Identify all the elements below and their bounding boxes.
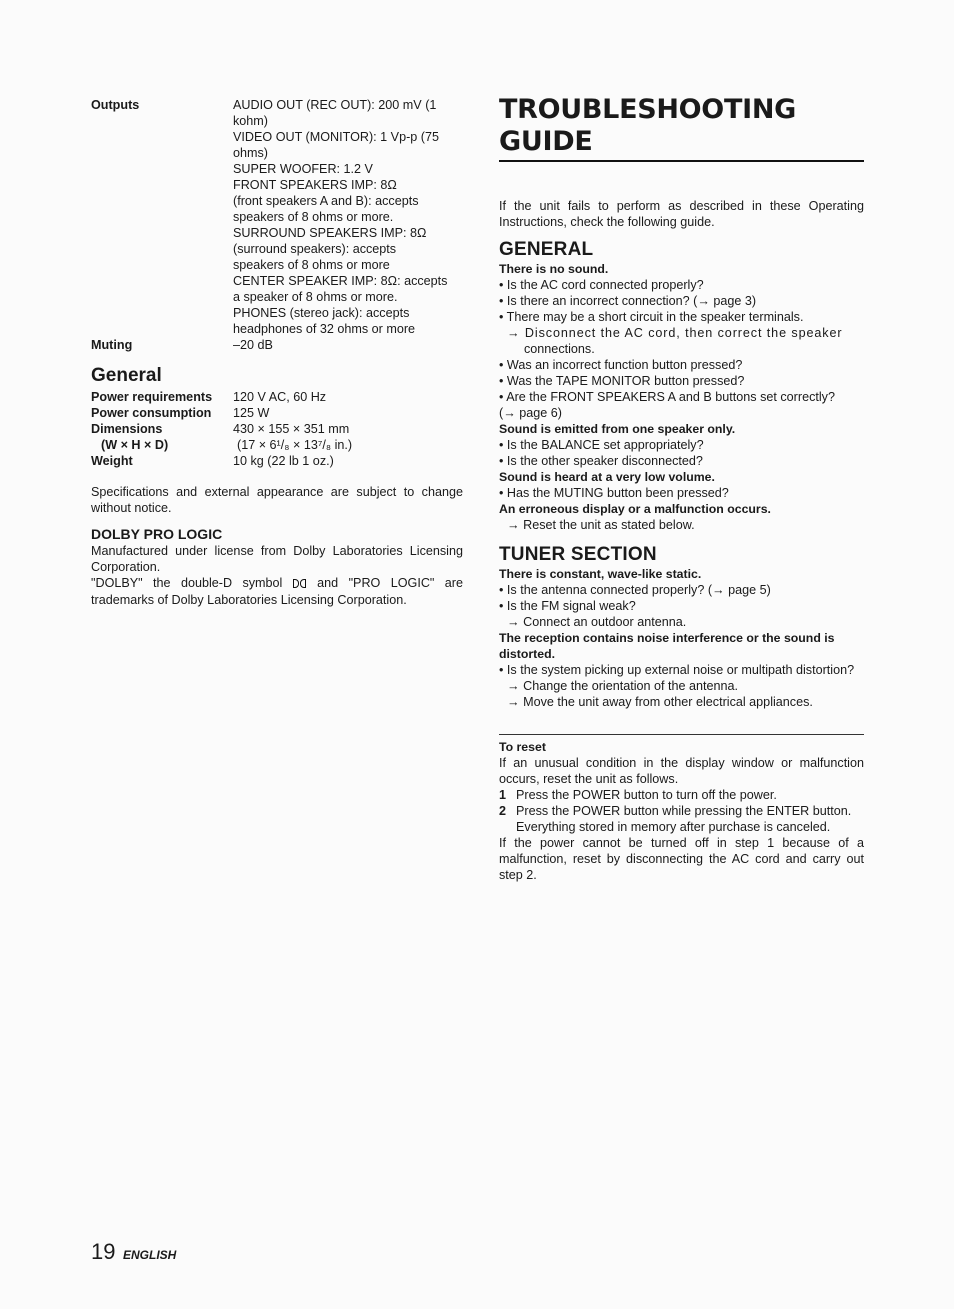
- outputs-line: speakers of 8 ohms or more.: [233, 210, 394, 224]
- check-item: • Is the system picking up external noise or multipath distortion?: [499, 663, 855, 677]
- outputs-line: ohms): [233, 146, 268, 160]
- spec-notice: Specifications and external appearance are subject to change without notice.: [91, 485, 463, 515]
- spec-power-consumption: [91, 405, 463, 421]
- outputs-line: (surround speakers): accepts: [233, 242, 397, 256]
- spec-label-outputs: Outputs: [91, 98, 140, 112]
- problem-no-sound: There is no sound.: [499, 262, 609, 276]
- check-item: [499, 389, 864, 421]
- outputs-line: AUDIO OUT (REC OUT): 200 mV (1: [233, 98, 437, 112]
- spec-outputs: [91, 97, 463, 337]
- problem-one-speaker: Sound is emitted from one speaker only.: [499, 422, 736, 436]
- page-footer: [91, 1238, 176, 1266]
- reset-outro: If the power cannot be turned off in step 1 because of a malfunction, reset by disconnecting the AC cord and carry out step 2.: [499, 836, 864, 882]
- spec-dimensions-imperial: [91, 437, 463, 453]
- page-number: 19: [91, 1239, 116, 1264]
- spec-label-dimensions-order: (W × H × D): [101, 438, 169, 452]
- remedy-item: → Move the unit away from other electrical appliances.: [507, 695, 813, 709]
- remedy-item: → Reset the unit as stated below.: [507, 518, 695, 532]
- check-item-text-cont: (→ page 6): [499, 406, 562, 420]
- remedy-item: → Change the orientation of the antenna.: [507, 679, 739, 693]
- remedy-text: → Disconnect the AC cord, then correct the speaker: [507, 326, 843, 340]
- spec-power-requirements: [91, 389, 463, 405]
- check-item: • There may be a short circuit in the speaker terminals.: [499, 310, 804, 324]
- spec-label-power-requirements: Power requirements: [91, 390, 213, 404]
- remedy-item: [499, 325, 864, 357]
- dolby-trademark-text-start: "DOLBY" the double-D symbol: [91, 576, 283, 590]
- spec-value-dimensions-imperial: (17 × 6¹/₈ × 13⁷/₈ in.): [237, 438, 353, 452]
- outputs-line: speakers of 8 ohms or more: [233, 258, 390, 272]
- step-text: Press the POWER button while pressing the ENTER button. Everything stored in memory after purchase is canceled.: [516, 804, 852, 834]
- step-number: 2: [499, 804, 507, 818]
- problem-erroneous-display: An erroneous display or a malfunction occurs.: [499, 502, 771, 516]
- check-item-text: • Are the FRONT SPEAKERS A and B buttons set correctly?: [499, 390, 835, 404]
- page-language: ENGLISH: [122, 1248, 177, 1262]
- step-text: Press the POWER button to turn off the power.: [516, 788, 777, 802]
- problem-static: There is constant, wave-like static.: [499, 567, 702, 581]
- check-item: • Is the AC cord connected properly?: [499, 278, 704, 292]
- outputs-line: VIDEO OUT (MONITOR): 1 Vp-p (75: [233, 130, 439, 144]
- general-spec-heading: General: [91, 365, 162, 386]
- reset-step-1: [499, 787, 864, 803]
- remedy-text-cont: connections.: [524, 342, 595, 356]
- outputs-line: a speaker of 8 ohms or more.: [233, 290, 398, 304]
- outputs-line: headphones of 32 ohms or more: [233, 322, 416, 336]
- double-d-icon: [293, 576, 307, 592]
- reset-step-2: [499, 803, 864, 835]
- check-item: • Is the other speaker disconnected?: [499, 454, 703, 468]
- spec-value-power-requirements: 120 V AC, 60 Hz: [233, 390, 327, 404]
- check-item: • Is the FM signal weak?: [499, 599, 636, 613]
- remedy-item: → Connect an outdoor antenna.: [507, 615, 687, 629]
- dolby-license-text: Manufactured under license from Dolby Laboratories Licensing Corporation.: [91, 544, 463, 574]
- check-item: • Was an incorrect function button pressed?: [499, 358, 743, 372]
- spec-value-weight: 10 kg (22 lb 1 oz.): [233, 454, 334, 468]
- dolby-trademark-text: [91, 575, 463, 608]
- outputs-line: FRONT SPEAKERS IMP: 8Ω: [233, 178, 397, 192]
- outputs-line: CENTER SPEAKER IMP: 8Ω: accepts: [233, 274, 448, 288]
- dolby-heading: DOLBY PRO LOGIC: [91, 526, 223, 542]
- page-title: TROUBLESHOOTING GUIDE: [499, 94, 864, 162]
- check-item: • Was the TAPE MONITOR button pressed?: [499, 374, 745, 388]
- check-item: • Is there an incorrect connection? (→ page 3): [499, 294, 757, 308]
- problem-low-volume: Sound is heard at a very low volume.: [499, 470, 715, 484]
- spec-dimensions: [91, 421, 463, 437]
- spec-value-power-consumption: 125 W: [233, 406, 270, 420]
- general-section-heading: GENERAL: [499, 239, 594, 260]
- spec-label-weight: Weight: [91, 454, 133, 468]
- outputs-line: SURROUND SPEAKERS IMP: 8Ω: [233, 226, 427, 240]
- dolby-trademark-text-end: and "PRO LOGIC" are trademarks of Dolby Laboratories Licensing Corporation.: [91, 576, 463, 607]
- reset-intro: If an unusual condition in the display window or malfunction occurs, reset the unit as follows.: [499, 756, 864, 786]
- check-item: • Has the MUTING button been pressed?: [499, 486, 729, 500]
- spec-value-dimensions: 430 × 155 × 351 mm: [233, 422, 350, 436]
- tuner-section-heading: TUNER SECTION: [499, 544, 657, 565]
- spec-label-dimensions: Dimensions: [91, 422, 163, 436]
- troubleshooting-column: [499, 94, 864, 883]
- outputs-line: PHONES (stereo jack): accepts: [233, 306, 410, 320]
- specifications-column: [91, 97, 463, 608]
- check-item: • Is the BALANCE set appropriately?: [499, 438, 704, 452]
- spec-value-outputs: [233, 97, 463, 337]
- spec-weight: [91, 453, 463, 469]
- spec-label-muting: Muting: [91, 338, 133, 352]
- reset-heading: To reset: [499, 740, 546, 754]
- problem-noise-interference: The reception contains noise interference or the sound is distorted.: [499, 631, 835, 661]
- step-number: 1: [499, 788, 507, 802]
- reset-divider: [499, 734, 864, 735]
- outputs-line: kohm): [233, 114, 268, 128]
- outputs-line: (front speakers A and B): accepts: [233, 194, 419, 208]
- intro-text: If the unit fails to perform as described in these Operating Instructions, check the following guide.: [499, 199, 864, 229]
- spec-muting: [91, 337, 463, 353]
- spec-label-power-consumption: Power consumption: [91, 406, 212, 420]
- spec-value-muting: –20 dB: [233, 338, 273, 352]
- check-item: • Is the antenna connected properly? (→ page 5): [499, 583, 771, 597]
- outputs-line: SUPER WOOFER: 1.2 V: [233, 162, 373, 176]
